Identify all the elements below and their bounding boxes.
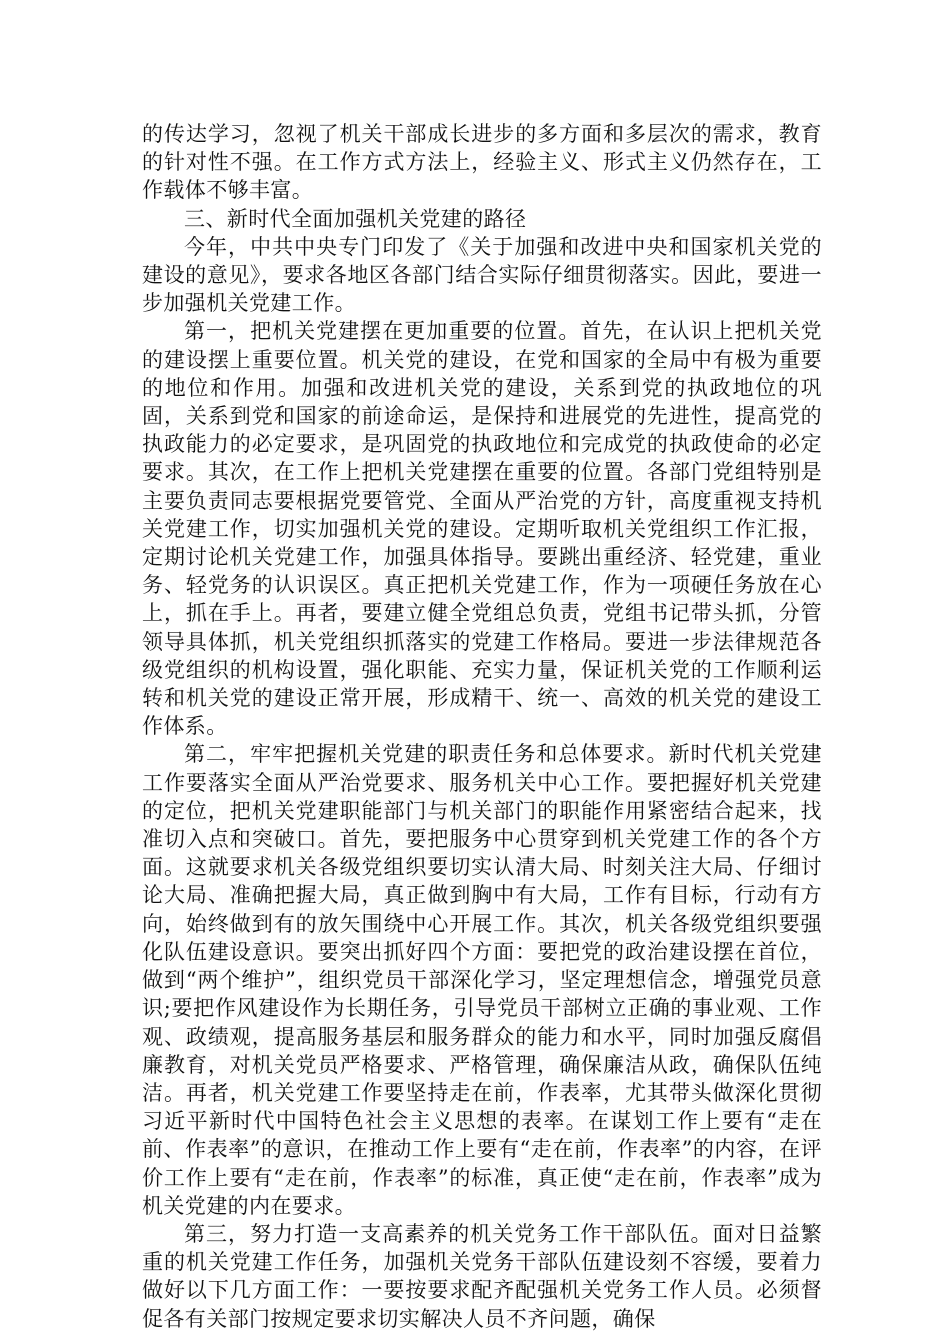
paragraph-second: 第二，牢牢把握机关党建的职责任务和总体要求。新时代机关党建工作要落实全面从严治党要求、服务机关中心工作。要把握好机关党建的定位，把机关党建职能部门与机关部门的职能作用紧密结合起来，找准切入点和突破口。首先，要把服务中心贯穿到机关党建工作的各个方面。这就要求机关各级党组织要切实认清大局、时刻关注大局、仔细讨论大局、准确把握大局，真正做到胸中有大局，工作有目标，行动有方向，始终做到有的放矢围绕中心开展工作。其次，机关各级党组织要强化队伍建设意识。要突出抓好四个方面：要把党的政治建设摆在首位，做到“两个维护”，组织党员干部深化学习，坚定理想信念，增强党员意识;要把作风建设作为长期任务，引导党员干部树立正确的事业观、工作观、政绩观，提高服务基层和服务群众的能力和水平，同时加强反腐倡廉教育，对机关党员严格要求、严格管理，确保廉洁从政，确保队伍纯洁。再者，机关党建工作要坚持走在前，作表率，尤其带头做深化贯彻习近平新时代中国特色社会主义思想的表率。在谋划工作上要有“走在前、作表率”的意识，在推动工作上要有“走在前，作表率”的内容，在评价工作上要有“走在前，作表率”的标准，真正使“走在前，作表率”成为机关党建的内在要求。 bbox=[142, 742, 822, 1218]
paragraph-continuation: 的传达学习，忽视了机关干部成长进步的多方面和多层次的需求，教育的针对性不强。在工作方式方法上，经验主义、形式主义仍然存在，工作载体不够丰富。 bbox=[142, 122, 822, 203]
section-heading: 三、新时代全面加强机关党建的路径 bbox=[184, 206, 527, 231]
paragraph-third: 第三，努力打造一支高素养的机关党务工作干部队伍。面对日益繁重的机关党建工作任务，加强机关党务干部队伍建设刻不容缓，要着力做好以下几方面工作：一要按要求配齐配强机关党务工作人员。必须督促各有关部门按规定要求切实解决人员不齐问题，确保 bbox=[142, 1221, 822, 1331]
paragraph-first: 第一，把机关党建摆在更加重要的位置。首先，在认识上把机关党的建设摆上重要位置。机关党的建设，在党和国家的全局中有极为重要的地位和作用。加强和改进机关党的建设，关系到党的执政地位的巩固，关系到党和国家的前途命运，是保持和进展党的先进性，提高党的执政能力的必定要求，是巩固党的执政地位和完成党的执政使命的必定要求。其次，在工作上把机关党建摆在重要的位置。各部门党组特别是主要负责同志要根据党要管党、全面从严治党的方针，高度重视支持机关党建工作，切实加强机关党的建设。定期听取机关党组织工作汇报，定期讨论机关党建工作，加强具体指导。要跳出重经济、轻党建，重业务、轻党务的认识误区。真正把机关党建工作，作为一项硬任务放在心上，抓在手上。再者，要建立健全党组总负责，党组书记带头抓，分管领导具体抓，机关党组织抓落实的党建工作格局。要进一步法律规范各级党组织的机构设置，强化职能、充实力量，保证机关党的工作顺利运转和机关党的建设正常开展，形成精干、统一、高效的机关党的建设工作体系。 bbox=[142, 319, 822, 739]
paragraph-intro: 今年，中共中央专门印发了《关于加强和改进中央和国家机关党的建设的意见》，要求各地区各部门结合实际仔细贯彻落实。因此，要进一步加强机关党建工作。 bbox=[142, 234, 822, 316]
document-page bbox=[142, 120, 822, 1333]
